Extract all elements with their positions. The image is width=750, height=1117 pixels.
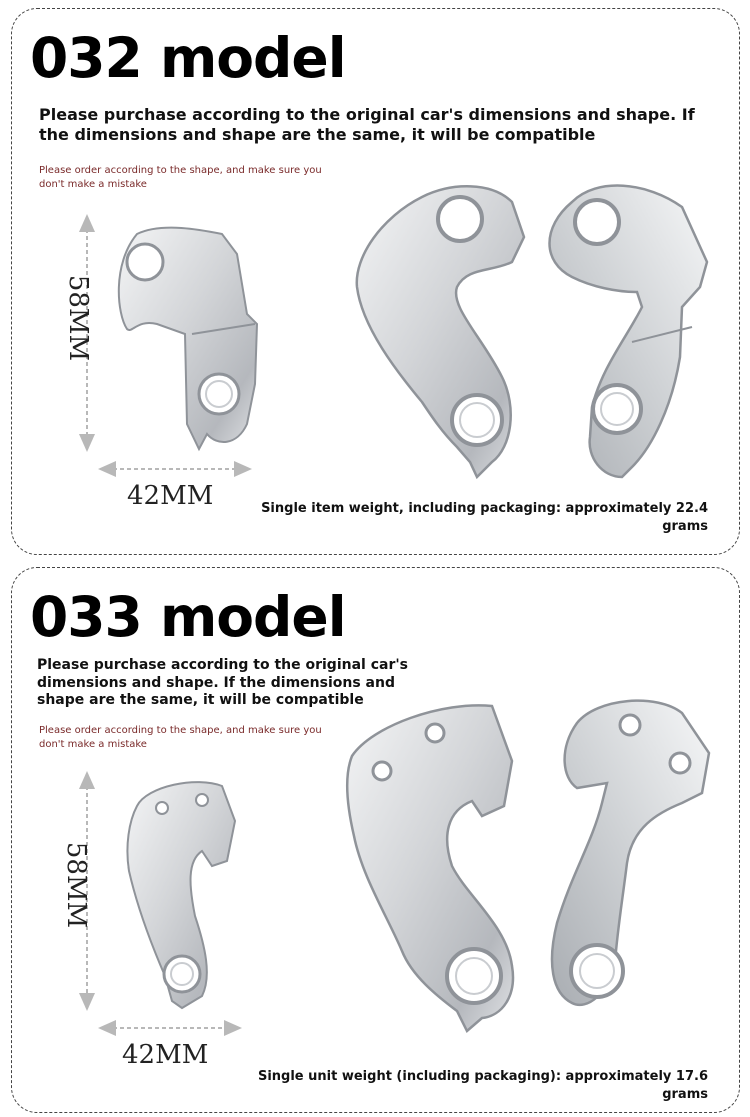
height-dimension-label: 58MM bbox=[61, 841, 91, 929]
hanger-back-image bbox=[537, 693, 737, 1023]
width-dimension-arrow bbox=[100, 459, 250, 479]
model-title: 033 model bbox=[30, 585, 346, 649]
weight-info: Single unit weight (including packaging): approximately 17.6 grams bbox=[257, 1069, 708, 1102]
hanger-small-image bbox=[117, 776, 247, 1016]
product-card-032 bbox=[11, 8, 740, 555]
weight-info: Single item weight, including packaging: approximately 22.4 grams bbox=[261, 501, 708, 534]
compatibility-description: Please purchase according to the original car's dimensions and shape. If the dimensions and shape are the same, it will be compatible bbox=[37, 657, 408, 708]
hanger-front-image bbox=[342, 177, 542, 487]
order-note: Please order according to the shape, and make sure you don't make a mistake bbox=[39, 165, 322, 190]
hanger-small-image bbox=[107, 224, 267, 454]
width-dimension-label: 42MM bbox=[122, 1040, 209, 1070]
hanger-front-image bbox=[332, 696, 542, 1036]
product-card-033 bbox=[11, 567, 740, 1113]
height-dimension-label: 58MM bbox=[63, 274, 93, 362]
model-title: 032 model bbox=[30, 26, 346, 90]
order-note: Please order according to the shape, and make sure you don't make a mistake bbox=[39, 725, 322, 750]
hanger-back-image bbox=[532, 177, 732, 487]
width-dimension-label: 42MM bbox=[127, 481, 214, 511]
width-dimension-arrow bbox=[100, 1018, 240, 1038]
compatibility-description: Please purchase according to the original car's dimensions and shape. If the dimensions and shape are the same, it will be compatible bbox=[39, 105, 695, 144]
